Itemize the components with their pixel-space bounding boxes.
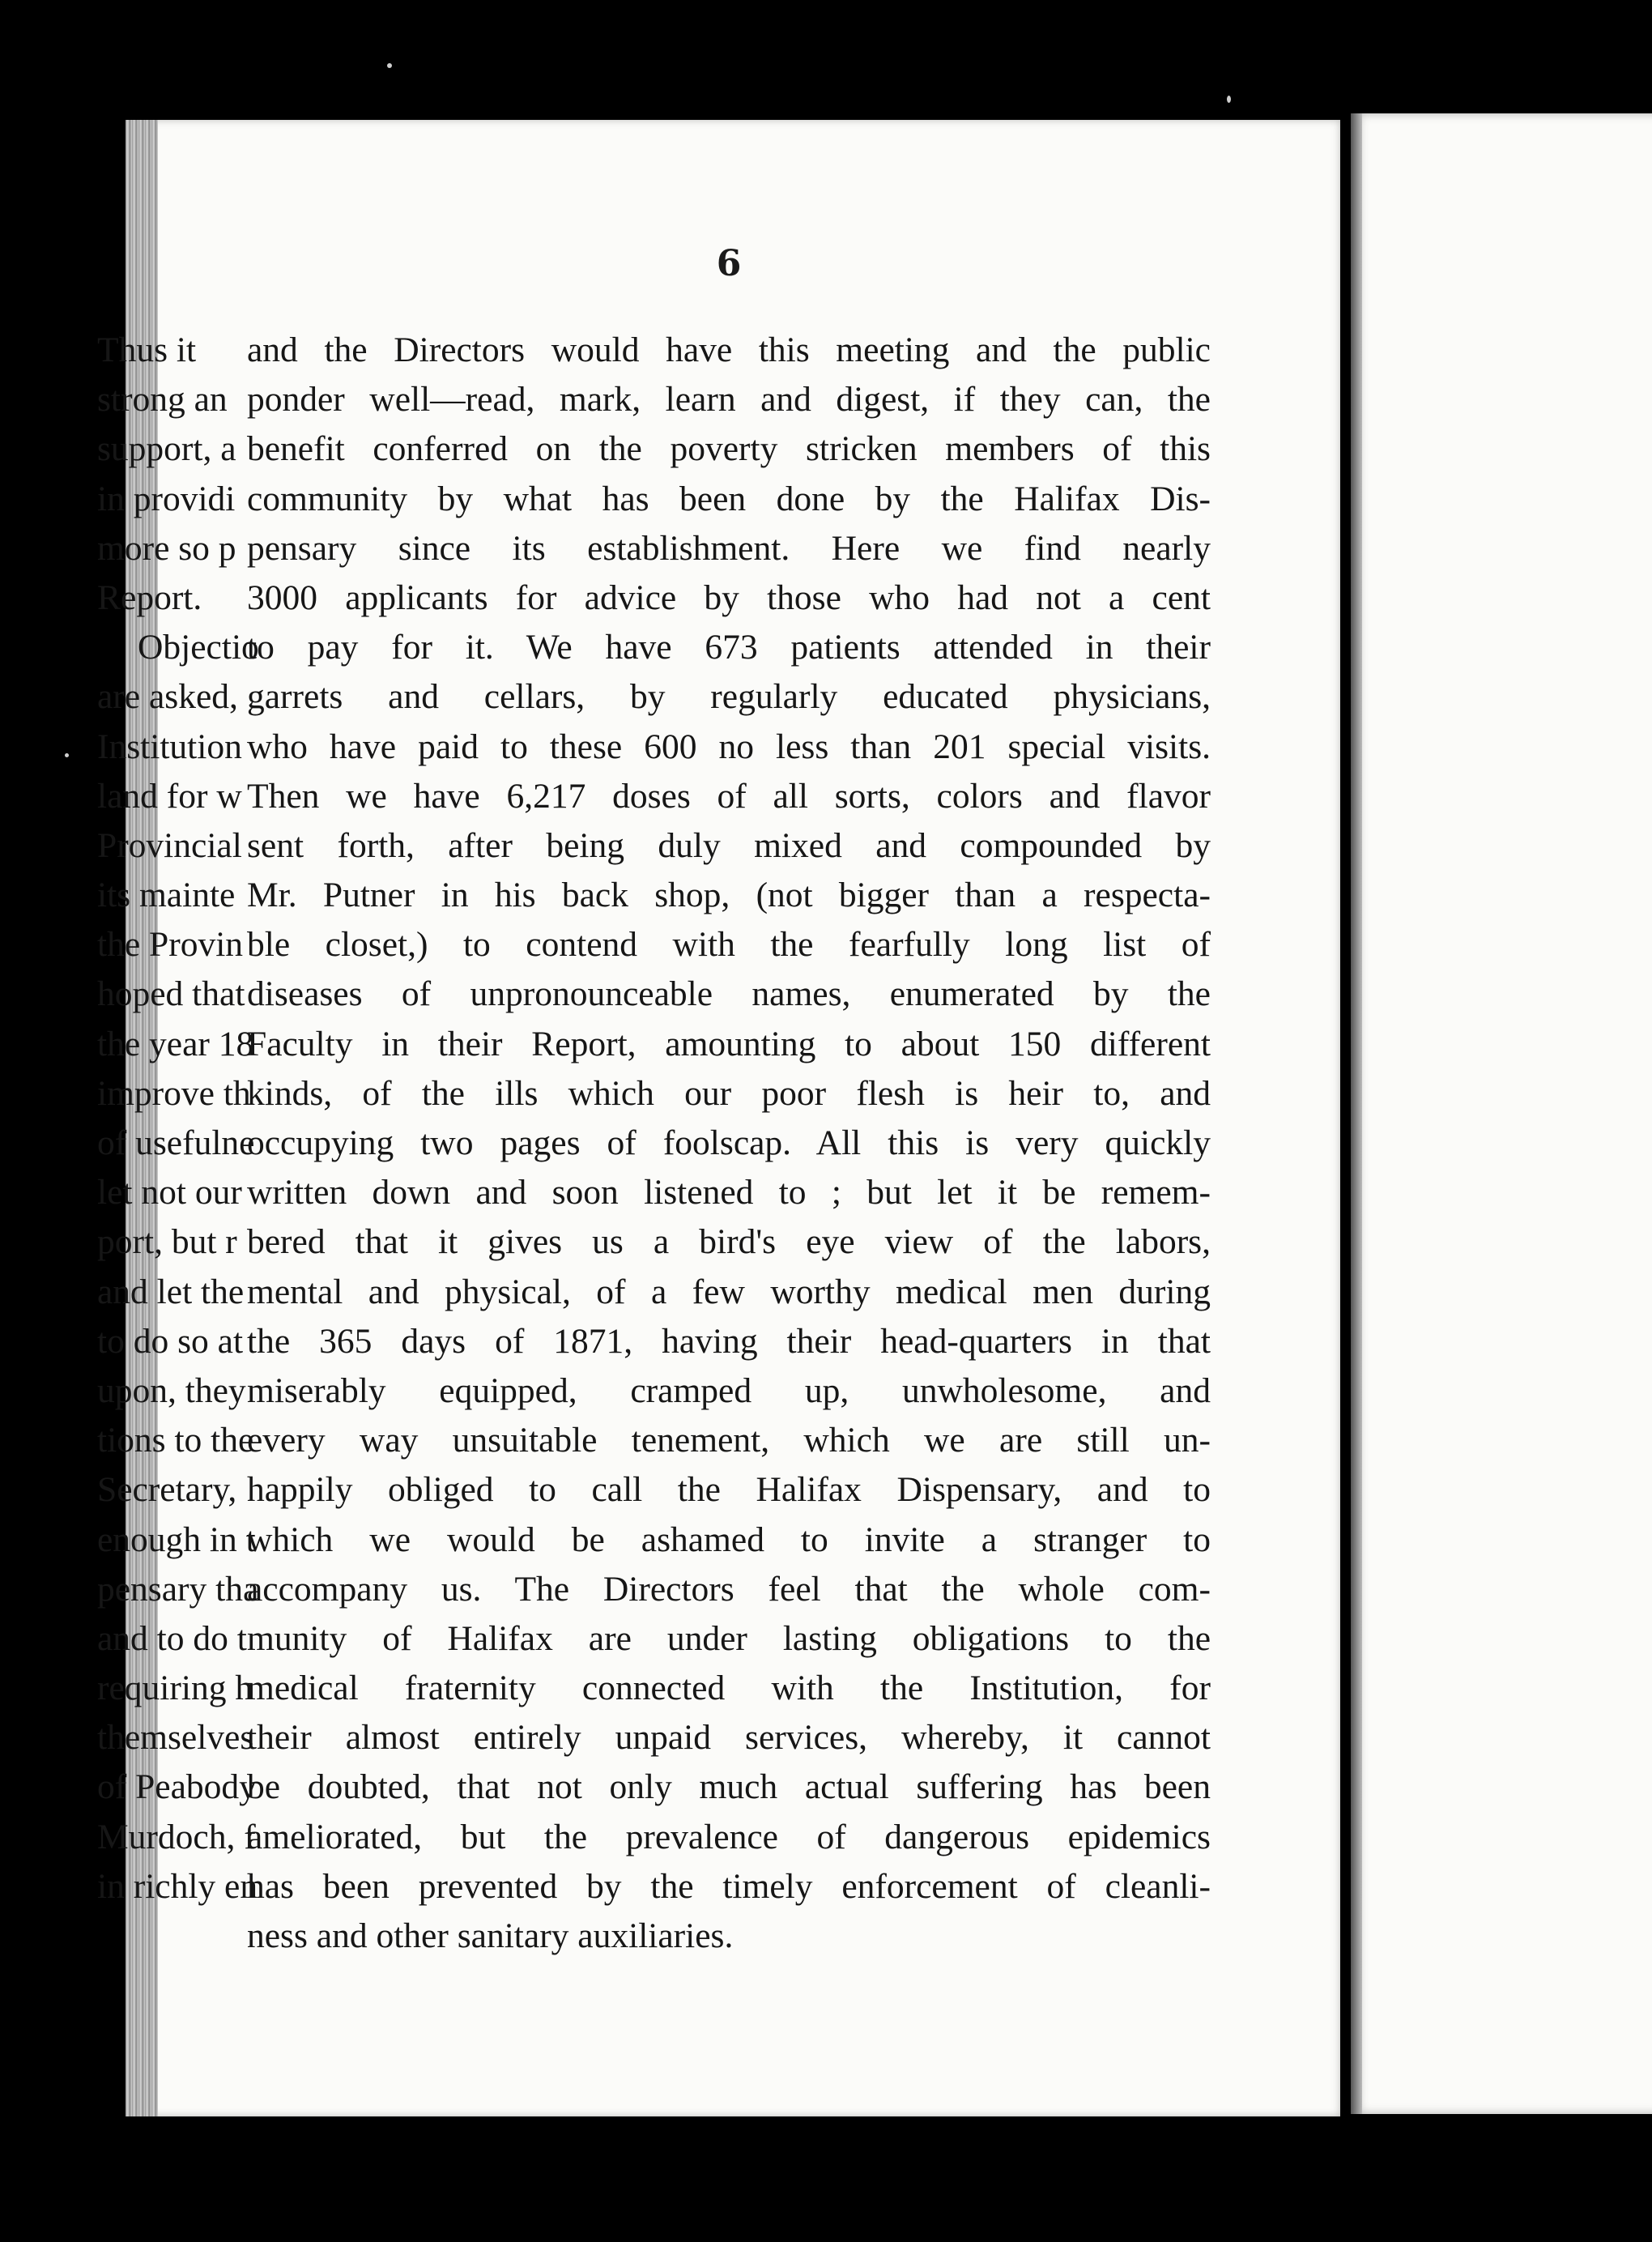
text-line: Report. — [97, 578, 202, 617]
text-line: ness and other sanitary auxiliaries. — [247, 1916, 734, 1955]
right-page — [1351, 113, 1652, 2114]
text-line: Murdoch, f — [97, 1817, 256, 1856]
text-line: in providi — [97, 479, 236, 518]
text-line: in richly en — [97, 1866, 258, 1906]
text-line: themselves — [97, 1718, 254, 1758]
text-line: of Peabody — [97, 1767, 257, 1807]
text-line: kinds, of the ills which our poor flesh is heir to, and — [247, 1073, 1211, 1113]
text-line: let not our — [97, 1173, 242, 1213]
text-line: land for w — [97, 776, 242, 816]
text-line: more so p — [97, 528, 236, 568]
text-line: of usefulne — [97, 1123, 255, 1162]
text-line: to do so at — [97, 1321, 244, 1361]
text-line: munity of Halifax are under lasting obligations to the — [247, 1618, 1211, 1658]
right-page-body-text — [97, 326, 308, 1912]
text-line: be doubted, that not only much actual suffering has been — [247, 1767, 1211, 1807]
text-line: who have paid to these 600 no less than 201 special visits. — [247, 727, 1211, 766]
text-line: the year 18 — [97, 1024, 254, 1063]
page-gutter — [1351, 113, 1362, 2114]
text-line: support, a — [97, 429, 236, 469]
text-line: its mainte — [97, 876, 236, 915]
text-line: upon, they — [97, 1370, 246, 1410]
text-line: benefit conferred on the poverty stricken members of this — [247, 429, 1211, 469]
text-line: requiring h — [97, 1669, 253, 1708]
text-line: pensary since its establishment. Here we find nearly — [247, 528, 1211, 568]
text-line: sent forth, after being duly mixed and compounded by — [247, 825, 1211, 865]
text-line: Objectio — [138, 628, 259, 667]
text-line: Faculty in their Report, amounting to about 150 different — [247, 1024, 1211, 1063]
text-line: has been prevented by the timely enforcement of cleanli- — [247, 1866, 1211, 1906]
text-line: 3000 applicants for advice by those who had not a cent — [247, 578, 1211, 617]
text-line: Provincial — [97, 825, 242, 865]
text-line: happily obliged to call the Halifax Dispensary, and to — [247, 1470, 1211, 1510]
film-speck — [65, 753, 69, 757]
text-line: the 365 days of 1871, having their head-quarters in that — [247, 1321, 1211, 1361]
text-line: the Provin — [97, 925, 244, 965]
text-line: community by what has been done by the Halifax Dis- — [247, 479, 1211, 518]
text-line: strong an — [97, 380, 228, 420]
text-line: and let the — [97, 1272, 245, 1311]
text-line: port, but r — [97, 1222, 237, 1262]
film-speck — [387, 63, 392, 68]
text-line: Thus it — [97, 330, 197, 369]
film-speck — [1227, 96, 1231, 103]
text-line: written down and soon listened to ; but let it be remem- — [247, 1173, 1211, 1213]
text-line: and the Directors would have this meeting and the public — [247, 330, 1211, 369]
text-line: which we would be ashamed to invite a stranger to — [247, 1520, 1211, 1559]
text-line: miserably equipped, cramped up, unwholesome, and — [247, 1370, 1211, 1410]
text-line: Mr. Putner in his back shop, (not bigger than a respecta- — [247, 876, 1211, 915]
left-page-body-text — [247, 326, 1211, 1961]
text-line: their almost entirely unpaid services, whereby, it cannot — [247, 1718, 1211, 1758]
text-line: hoped that — [97, 974, 245, 1014]
text-line: ponder well—read, mark, learn and digest, if they can, the — [247, 380, 1211, 420]
text-line: to pay for it. We have 673 patients attended in their — [247, 628, 1211, 667]
text-line: ameliorated, but the prevalence of dangerous epidemics — [247, 1817, 1211, 1856]
text-line: and to do t — [97, 1618, 247, 1658]
text-line: pensary tha — [97, 1569, 259, 1609]
text-line: Institution — [97, 727, 242, 766]
text-line: improve th — [97, 1073, 251, 1113]
text-line: occupying two pages of foolscap. All this is very quickly — [247, 1123, 1211, 1162]
text-line: Then we have 6,217 doses of all sorts, colors and flavor — [247, 776, 1211, 816]
page-number: 6 — [716, 243, 742, 284]
text-line: garrets and cellars, by regularly educated physicians, — [247, 677, 1211, 717]
text-line: ble closet,) to contend with the fearfully long list of — [247, 925, 1211, 965]
text-line: bered that it gives us a bird's eye view of the labors, — [247, 1222, 1211, 1262]
text-line: tions to the — [97, 1421, 254, 1460]
text-line: mental and physical, of a few worthy medical men during — [247, 1272, 1211, 1311]
text-line: Secretary, — [97, 1470, 237, 1510]
text-line: accompany us. The Directors feel that the whole com- — [247, 1569, 1211, 1609]
text-line: diseases of unpronounceable names, enumerated by the — [247, 974, 1211, 1014]
text-line: enough in t — [97, 1520, 256, 1559]
text-line: every way unsuitable tenement, which we are still un- — [247, 1421, 1211, 1460]
text-line: are asked, — [97, 677, 238, 717]
text-line: medical fraternity connected with the Institution, for — [247, 1669, 1211, 1708]
